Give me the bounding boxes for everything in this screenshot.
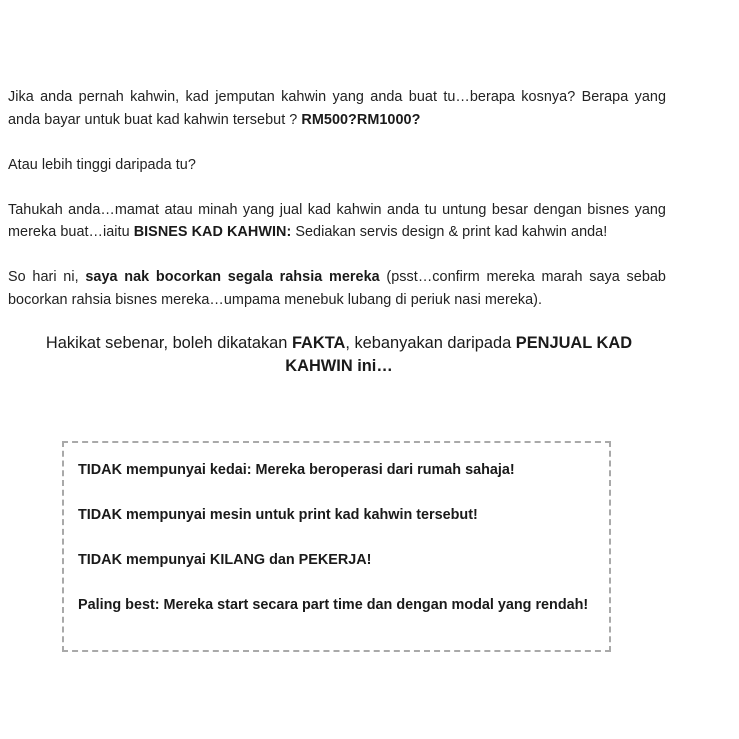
fact-item: TIDAK mempunyai kedai: Mereka beroperasi dari rumah sahaja! [78, 462, 515, 478]
intro-paragraph-secret [8, 266, 666, 311]
intro-paragraph-business [8, 199, 666, 244]
intro-cost-text: Jika anda pernah kahwin, kad jemputan kahwin yang anda buat tu…berapa kosnya? Berapa yang anda bayar untuk buat kad kahwin tersebut ? [8, 89, 666, 128]
fact-item: TIDAK mempunyai mesin untuk print kad kahwin tersebut! [78, 507, 478, 523]
fact-item: TIDAK mempunyai KILANG dan PEKERJA! [78, 552, 372, 568]
intro-paragraph-higher: Atau lebih tinggi daripada tu? [8, 156, 196, 173]
business-text-b: Sediakan servis design & print kad kahwin anda! [291, 224, 608, 240]
secret-highlight: saya nak bocorkan segala rahsia mereka [85, 269, 380, 285]
business-text-a: Tahukah anda…mamat atau minah yang jual kad kahwin anda tu untung besar dengan bisnes yang mereka buat…iaitu [8, 201, 666, 240]
fact-headline [8, 332, 666, 378]
headline-text-a: Hakikat sebenar, boleh dikatakan [45, 334, 292, 352]
intro-paragraph-cost [8, 86, 666, 131]
headline-fakta: FAKTA [291, 334, 346, 352]
headline-penjual: PENJUAL KAD KAHWIN ini… [285, 334, 633, 375]
headline-text-b: , kebanyakan daripada [345, 334, 516, 352]
facts-box [62, 441, 611, 652]
business-highlight: BISNES KAD KAHWIN: [133, 224, 292, 240]
secret-text-a: So hari ni, [8, 269, 86, 285]
secret-text-b: (psst…confirm mereka marah saya sebab bocorkan rahsia bisnes mereka…umpama menebuk lubang di periuk nasi mereka). [8, 269, 666, 308]
fact-item: Paling best: Mereka start secara part time dan dengan modal yang rendah! [78, 597, 589, 613]
intro-cost-highlight: RM500?RM1000? [301, 111, 421, 128]
article-body [8, 86, 666, 378]
